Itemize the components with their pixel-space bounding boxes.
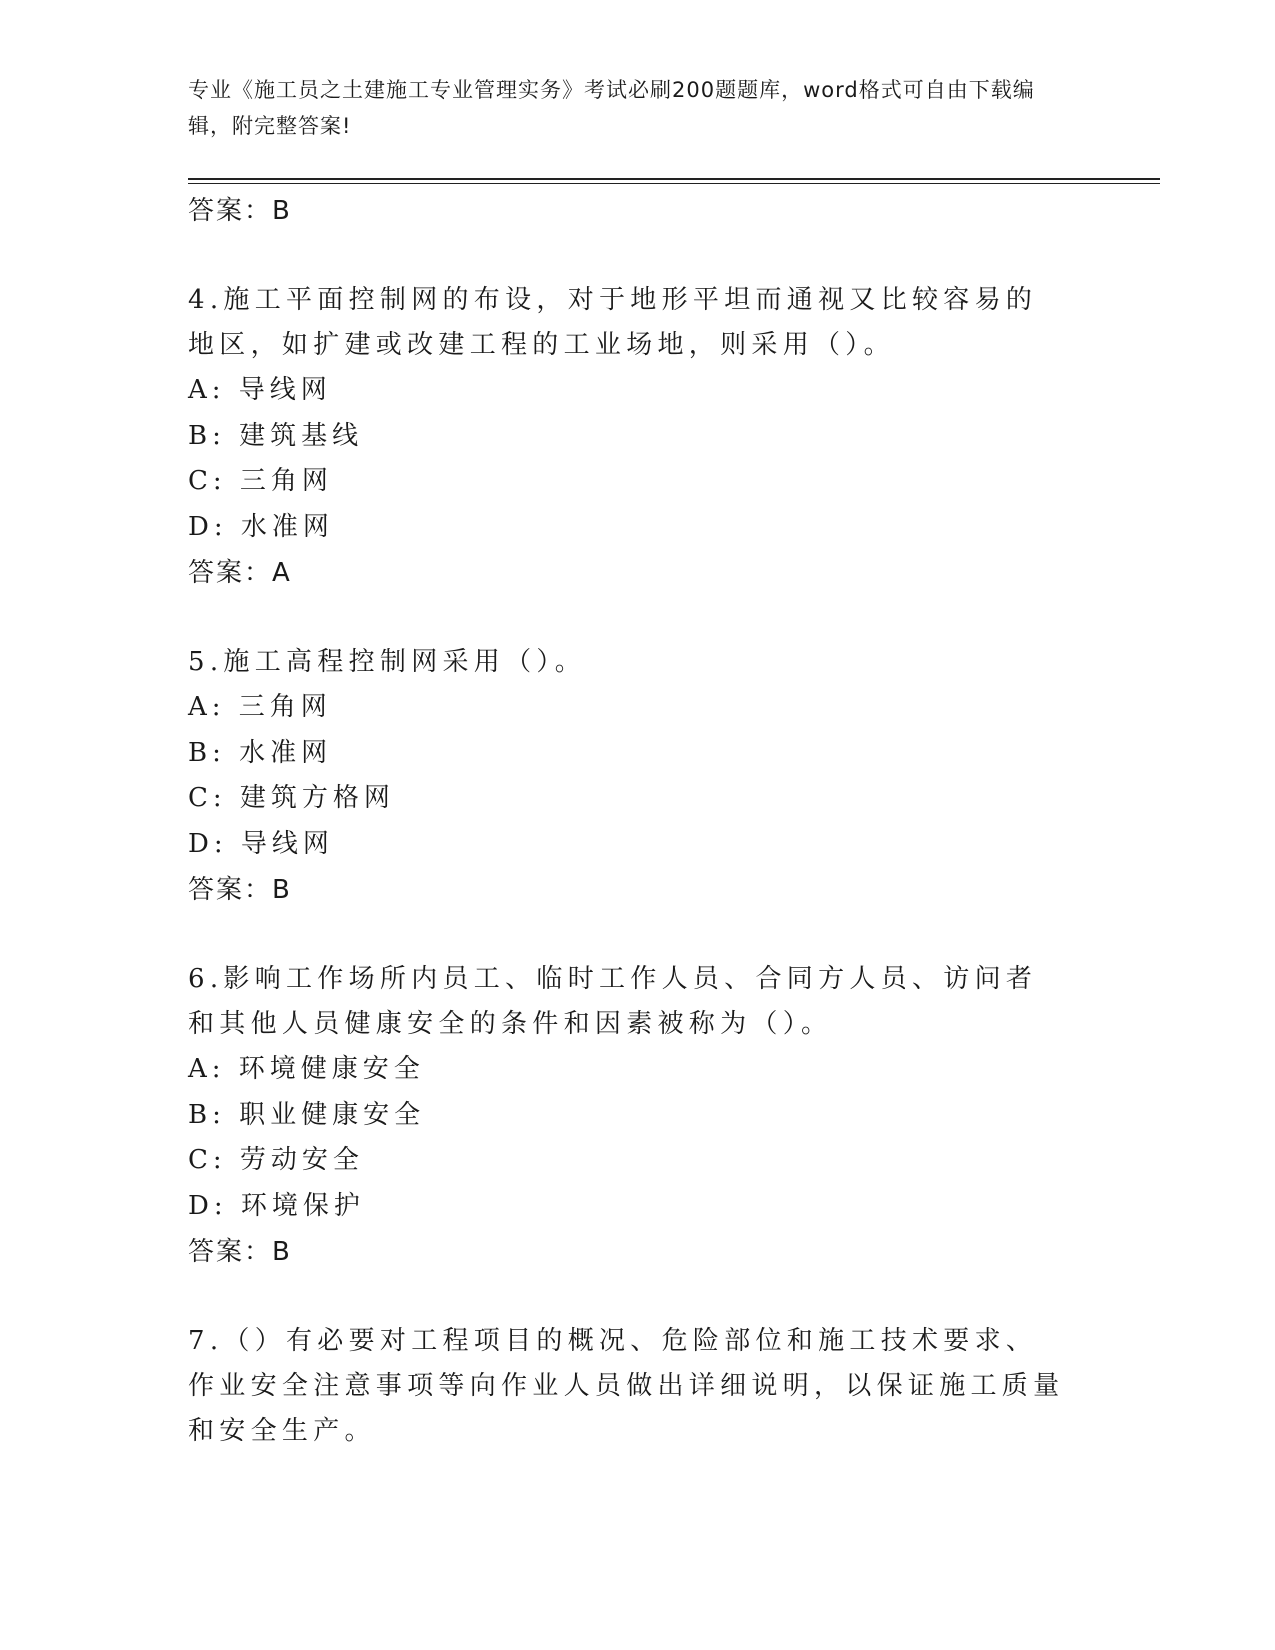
question-stem: 5.施工高程控制网采用（）。 [188, 647, 587, 677]
document-header: 专业《施工员之土建施工专业管理实务》考试必刷200题题库，word格式可自由下载编辑，附完整答案! [188, 78, 1035, 138]
question-stem: 4.施工平面控制网的布设，对于地形平坦而通视又比较容易的地区，如扩建或改建工程的工业场地，则采用（）。 [188, 285, 1038, 360]
option-a: A: 三角网 [188, 692, 332, 722]
option-c: C: 劳动安全 [188, 1145, 364, 1175]
option-a: A: 环境健康安全 [188, 1054, 425, 1084]
option-d: D: 环境保护 [188, 1190, 365, 1221]
question-7 [188, 1319, 1068, 1454]
header-rule-thin [188, 183, 1160, 184]
option-b: B: 职业健康安全 [188, 1099, 426, 1130]
question-stem: 7.（）有必要对工程项目的概况、危险部位和施工技术要求、作业安全注意事项等向作业人员做出详细说明，以保证施工质量和安全生产。 [188, 1326, 1065, 1446]
answer: 答案：A [188, 558, 292, 588]
option-c: C: 建筑方格网 [188, 783, 395, 813]
option-c: C: 三角网 [188, 466, 333, 496]
answer: 答案：B [188, 875, 292, 905]
answer: 答案：B [188, 1237, 292, 1267]
answer-q3: 答案：B [188, 196, 292, 226]
option-b: B: 水准网 [188, 737, 333, 768]
option-d: D: 水准网 [188, 511, 334, 542]
header-rule-thick [188, 178, 1160, 180]
question-4 [188, 278, 1068, 596]
question-6 [188, 957, 1068, 1275]
option-b: B: 建筑基线 [188, 420, 364, 451]
option-a: A: 导线网 [188, 375, 332, 405]
document-body [188, 188, 1068, 1454]
question-stem: 6.影响工作场所内员工、临时工作人员、合同方人员、访问者和其他人员健康安全的条件和因素被称为（）。 [188, 964, 1038, 1039]
option-d: D: 导线网 [188, 828, 334, 859]
question-5 [188, 640, 1068, 913]
